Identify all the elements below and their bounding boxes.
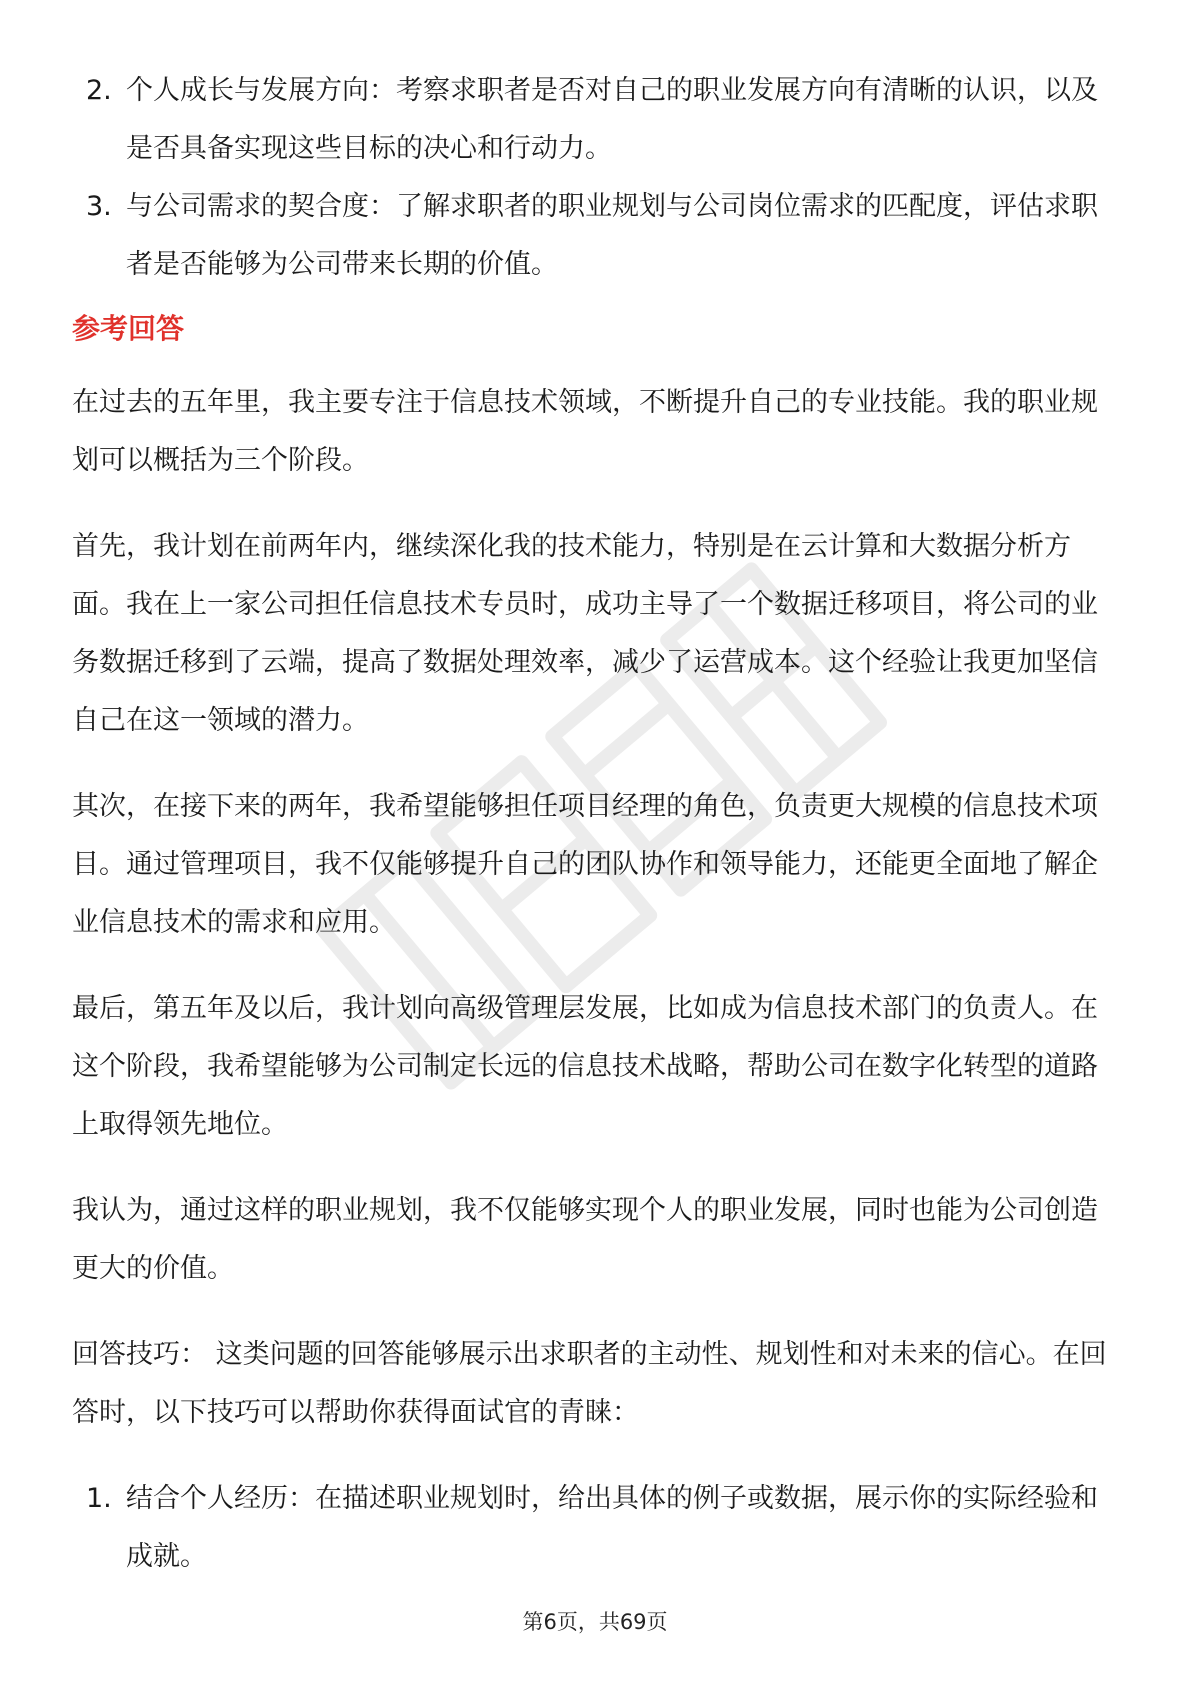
list-item <box>72 1470 1122 1586</box>
list-item-text: 结合个人经历：在描述职业规划时，给出具体的例子或数据，展示你的实际经验和成就。 <box>126 1483 1098 1572</box>
paragraph: 我认为，通过这样的职业规划，我不仅能够实现个人的职业发展，同时也能为公司创造更大的价值。 <box>72 1195 1098 1284</box>
page-footer: 第6页，共69页 <box>522 1610 668 1634</box>
list-item <box>72 62 1122 178</box>
list-item <box>72 178 1122 294</box>
list-item-number: 3. <box>86 191 112 222</box>
paragraph: 首先，我计划在前两年内，继续深化我的技术能力，特别是在云计算和大数据分析方面。我在上一家公司担任信息技术专员时，成功主导了一个数据迁移项目，将公司的业务数据迁移到了云端，提高了数据处理效率，减少了运营成本。这个经验让我更加坚信自己在这一领域的潜力。 <box>72 531 1098 736</box>
list-item-text: 与公司需求的契合度：了解求职者的职业规划与公司岗位需求的匹配度，评估求职者是否能够为公司带来长期的价值。 <box>126 191 1098 280</box>
document-body <box>72 62 1122 1586</box>
tips-list <box>72 1470 1122 1586</box>
paragraph: 在过去的五年里，我主要专注于信息技术领域，不断提升自己的专业技能。我的职业规划可以概括为三个阶段。 <box>72 387 1098 476</box>
answer-tips-paragraph: 回答技巧： 这类问题的回答能够展示出求职者的主动性、规划性和对未来的信心。在回答时，以下技巧可以帮助你获得面试官的青睐： <box>72 1339 1107 1428</box>
list-item-text: 个人成长与发展方向：考察求职者是否对自己的职业发展方向有清晰的认识，以及是否具备实现这些目标的决心和行动力。 <box>126 75 1098 164</box>
list-item-number: 1. <box>86 1483 112 1514</box>
section-heading: 参考回答 <box>72 312 185 345</box>
list-item-number: 2. <box>86 75 112 106</box>
paragraph: 其次，在接下来的两年，我希望能够担任项目经理的角色，负责更大规模的信息技术项目。通过管理项目，我不仅能够提升自己的团队协作和领导能力，还能更全面地了解企业信息技术的需求和应用。 <box>72 791 1098 938</box>
criteria-list <box>72 62 1122 294</box>
paragraph: 最后，第五年及以后，我计划向高级管理层发展，比如成为信息技术部门的负责人。在这个阶段，我希望能够为公司制定长远的信息技术战略，帮助公司在数字化转型的道路上取得领先地位。 <box>72 993 1098 1140</box>
